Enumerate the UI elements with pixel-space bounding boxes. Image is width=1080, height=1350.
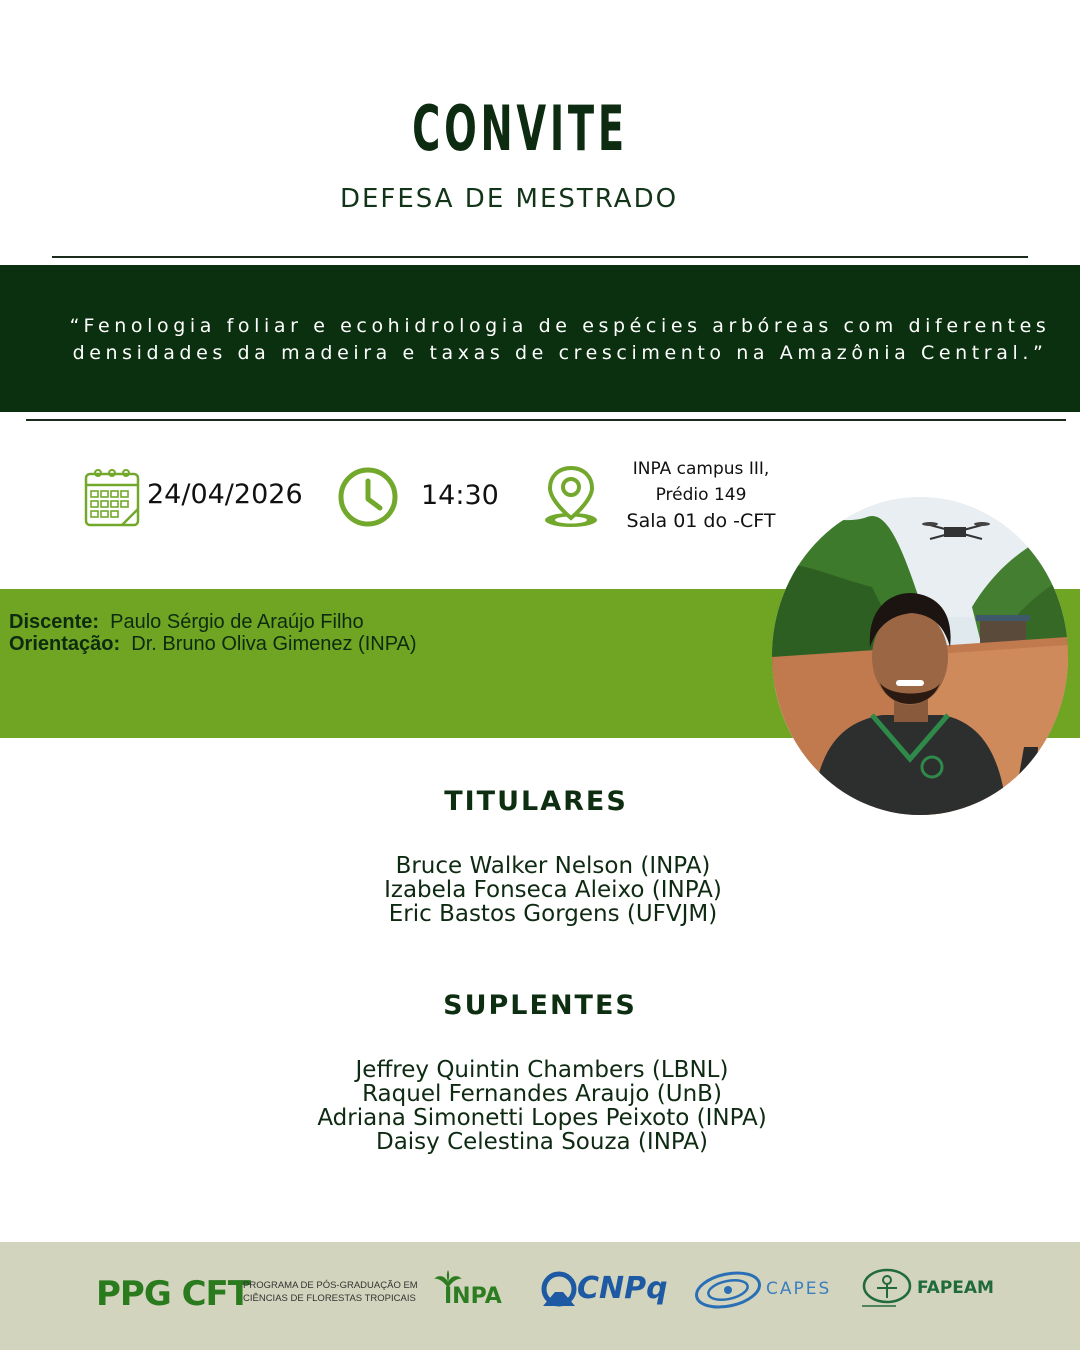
ppg-desc-line-1: PROGRAMA DE PÓS-GRADUAÇÃO EM [243, 1280, 418, 1291]
student-row [9, 611, 417, 633]
cnpq-emblem-icon [539, 1270, 579, 1310]
advisor-label: Orientação: [9, 633, 121, 655]
student-label: Discente: [9, 611, 100, 633]
advisor-name: Dr. Bruno Oliva Gimenez (INPA) [131, 633, 417, 655]
inpa-logo: INPA [444, 1284, 502, 1309]
calendar-icon [84, 466, 140, 528]
list-item: Eric Bastos Gorgens (UFVJM) [388, 901, 718, 927]
event-date: 24/04/2026 [147, 479, 303, 510]
divider-top [52, 256, 1028, 258]
list-item: Daisy Celestina Souza (INPA) [375, 1129, 709, 1155]
page-subtitle: DEFESA DE MESTRADO [339, 184, 679, 214]
event-location [606, 456, 796, 534]
clock-icon [337, 466, 399, 528]
people-info [9, 611, 417, 655]
titulares-title: TITULARES [444, 786, 628, 817]
advisor-row [9, 633, 417, 655]
thesis-line-2: densidades da madeira e taxas de crescimento na Amazônia Central.” [72, 342, 1048, 364]
suplentes-list [2, 1058, 1080, 1154]
ppg-desc-line-2: CIÊNCIAS DE FLORESTAS TROPICAIS [243, 1293, 416, 1304]
capes-logo: CAPES [766, 1279, 832, 1299]
student-photo [772, 497, 1068, 815]
list-item: Raquel Fernandes Araujo (UnB) [362, 1081, 722, 1107]
ppg-cft-description [243, 1279, 418, 1305]
location-line-1: INPA campus III, [632, 459, 770, 479]
cnpq-logo: CNPq [577, 1271, 668, 1306]
list-item: Jeffrey Quintin Chambers (LBNL) [355, 1057, 729, 1083]
location-line-2: Prédio 149 [655, 485, 747, 505]
list-item: Bruce Walker Nelson (INPA) [395, 853, 711, 879]
list-item: Adriana Simonetti Lopes Peixoto (INPA) [317, 1105, 767, 1131]
page-title: CONVITE [412, 92, 628, 165]
ppg-cft-logo: PPG CFT [96, 1274, 250, 1314]
divider-mid [26, 419, 1066, 421]
fapeam-logo: FAPEAM [917, 1278, 994, 1298]
titulares-list [13, 854, 1080, 926]
student-name: Paulo Sérgio de Araújo Filho [110, 611, 364, 633]
thesis-title [20, 313, 1080, 367]
event-time: 14:30 [421, 480, 499, 511]
list-item: Izabela Fonseca Aleixo (INPA) [384, 877, 722, 903]
capes-emblem-icon [694, 1268, 764, 1312]
location-line-3: Sala 01 do -CFT [626, 510, 776, 532]
suplentes-title: SUPLENTES [443, 990, 637, 1021]
thesis-line-1: “Fenologia foliar e ecohidrologia de espécies arbóreas com diferentes [69, 315, 1051, 337]
fapeam-emblem-icon [862, 1268, 912, 1308]
student-photo-illustration [772, 497, 1068, 815]
map-pin-icon [543, 464, 599, 530]
